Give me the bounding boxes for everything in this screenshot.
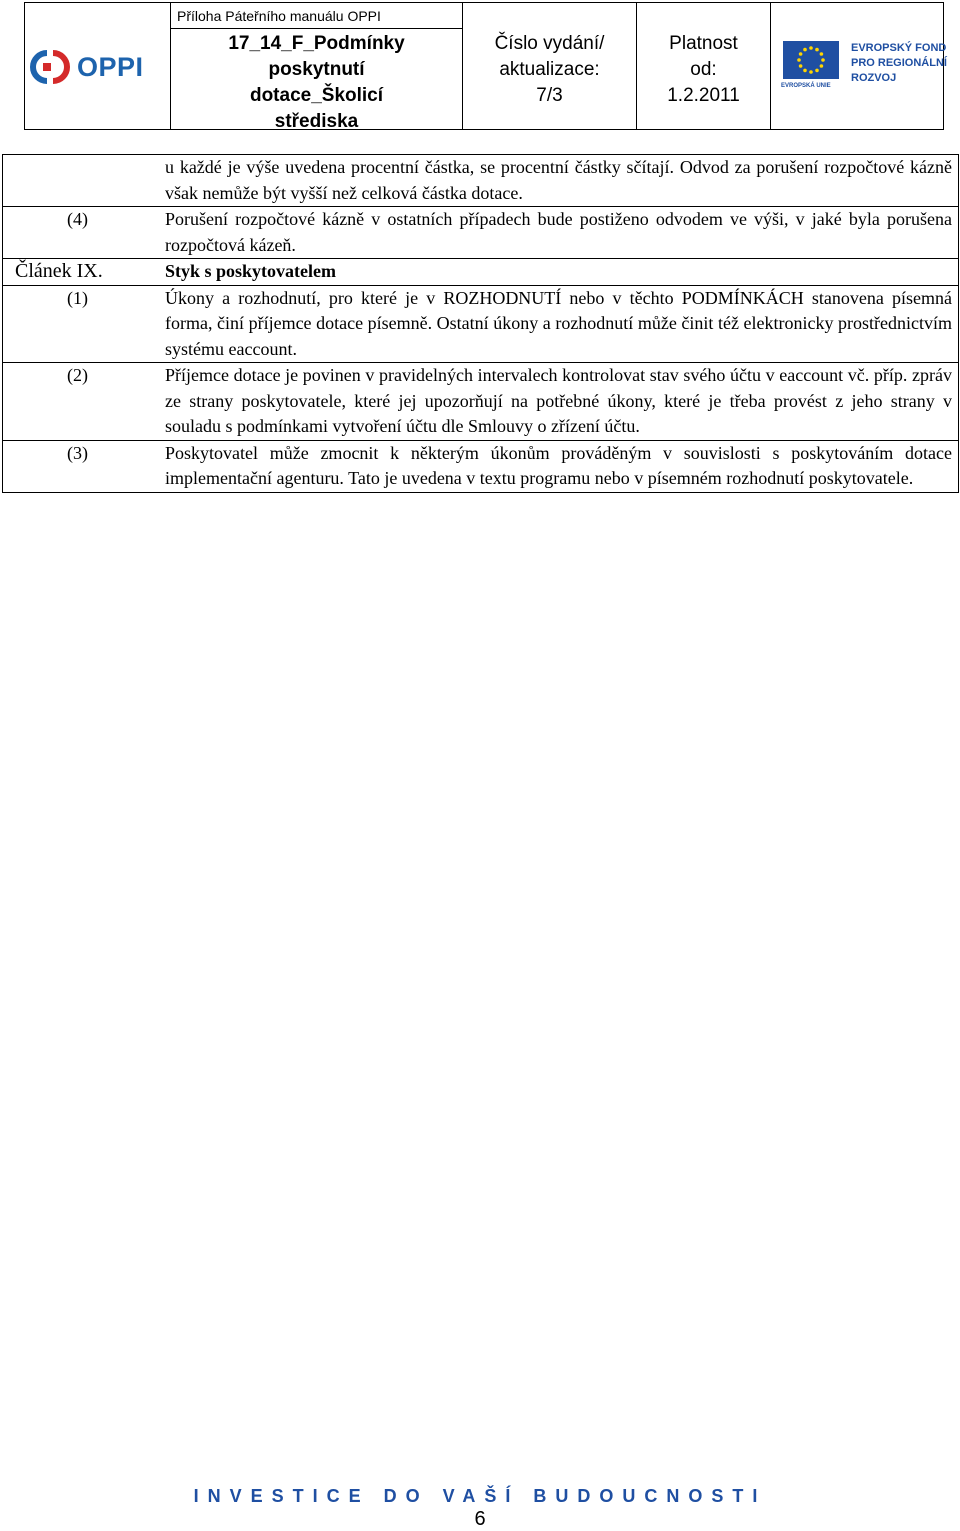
doc-title-line: 17_14_F_Podmínky	[228, 33, 405, 54]
article-number: Článek IX.	[15, 260, 103, 282]
eu-logo-cell	[771, 3, 945, 129]
article-table	[2, 154, 959, 493]
article-heading-row	[3, 259, 958, 286]
eu-fund-line: ROZVOJ	[851, 72, 897, 84]
oppi-logo-icon	[29, 49, 71, 85]
validity-cell	[637, 3, 771, 129]
oppi-logo-cell	[25, 3, 171, 129]
paragraph-number: (1)	[67, 287, 88, 308]
oppi-logo	[29, 49, 165, 85]
table-row	[3, 286, 958, 364]
paragraph-number: (3)	[67, 442, 88, 463]
version-label: Číslo vydání/	[494, 33, 605, 54]
doc-title	[171, 29, 462, 135]
manual-supertitle: Příloha Páteřního manuálu OPPI	[171, 3, 462, 29]
paragraph-text: Porušení rozpočtové kázně v ostatních případech bude postiženo odvodem ve výši, v jaké byla porušena rozpočtová kázeň.	[165, 209, 952, 255]
table-row	[3, 363, 958, 441]
eu-fund-text	[851, 41, 947, 86]
doc-title-line: střediska	[274, 111, 359, 132]
oppi-logo-text: OPPI	[77, 51, 144, 82]
eu-flag-icon	[783, 41, 839, 79]
table-row	[3, 155, 958, 207]
validity-date: 1.2.2011	[667, 85, 740, 106]
doc-title-cell	[171, 3, 463, 132]
paragraph-number: (2)	[67, 365, 88, 385]
validity-label: od:	[690, 59, 717, 80]
validity-label: Platnost	[669, 33, 738, 54]
eu-union-label: EVROPSKÁ UNIE	[781, 83, 831, 89]
doc-title-line: poskytnutí	[268, 59, 365, 80]
version-cell	[463, 3, 637, 129]
paragraph-text: u každé je výše uvedena procentní částka, se procentní částky sčítají. Odvod za porušení rozpočtové kázně však nemůže být vyšší než celková částka dotace.	[165, 157, 952, 203]
paragraph-text: Poskytovatel může zmocnit k některým úkonům prováděným v souvislosti s poskytováním dotace implementační agenturu. Tato je uvedena v textu programu nebo v písemném rozhodnutí poskytovatele.	[165, 442, 952, 488]
article-title: Styk s poskytovatelem	[165, 261, 337, 281]
footer-slogan: INVESTICE DO VAŠÍ BUDOUCNOSTI	[193, 1486, 767, 1506]
table-row	[3, 441, 958, 493]
paragraph-text: Příjemce dotace je povinen v pravidelných intervalech kontrolovat stav svého účtu v eaccount vč. příp. zpráv ze strany poskytovatele, které jej upozorňují na potřebné úkony, které je třeba provést z jeho strany v souladu s podmínkami vytvoření účtu dle Smlouvy o zřízení účtu.	[165, 365, 952, 436]
table-row	[3, 207, 958, 259]
document-header	[24, 2, 947, 132]
paragraph-text: Úkony a rozhodnutí, pro které je v ROZHODNUTÍ nebo v těchto PODMÍNKÁCH stanovena písemná forma, činí příjemce dotace písemně. Ostatní úkony a rozhodnutí může činit též elektronicky prostřednictvím systému eaccount.	[165, 287, 952, 359]
eu-fund-line: PRO REGIONÁLNÍ	[851, 57, 947, 69]
page-number: 6	[474, 1508, 486, 1530]
version-label: aktualizace:	[499, 59, 600, 80]
paragraph-number	[3, 155, 153, 206]
paragraph-number: (4)	[67, 209, 88, 229]
eu-fund-line: EVROPSKÝ FOND	[851, 42, 947, 54]
version-value: 7/3	[536, 85, 563, 106]
doc-title-line: dotace_Školicí	[249, 85, 384, 106]
